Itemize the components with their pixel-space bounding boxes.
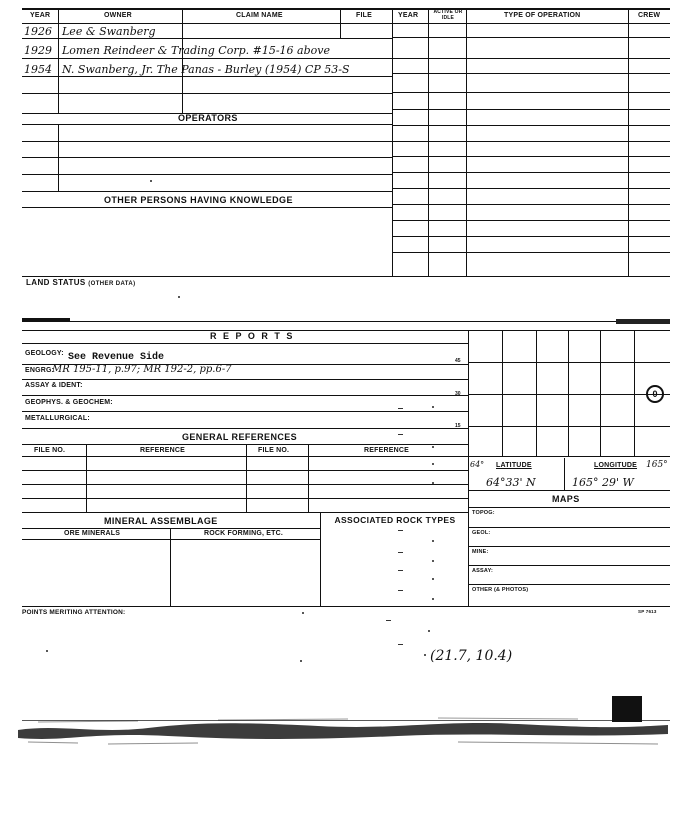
maps-geol-label: GEOL: [472, 530, 491, 536]
row-number-30: 30 [455, 391, 461, 397]
reference-header-2: REFERENCE [364, 447, 409, 454]
maps-topog-label: TOPOG: [472, 510, 495, 516]
row3-year: 1954 [24, 63, 52, 76]
mineral-assemblage-title: MINERAL ASSEMBLAGE [104, 516, 218, 526]
engrg-value: MR 195-11, p.97; MR 192-2, pp.6-7 [52, 364, 232, 375]
claim-name-header: CLAIM NAME [236, 12, 283, 19]
assay-ident-label: ASSAY & IDENT: [25, 382, 83, 389]
row-number-45: 45 [455, 358, 461, 364]
maps-mine-label: MINE: [472, 549, 489, 555]
reports-title: R E P O R T S [210, 331, 295, 341]
reference-header-1: REFERENCE [140, 447, 185, 454]
row1-entry: Lee & Swanberg [62, 25, 156, 38]
other-persons-label: OTHER PERSONS HAVING KNOWLEDGE [104, 195, 293, 205]
points-meriting-attention-label: POINTS MERITING ATTENTION: [22, 609, 126, 616]
metallurgical-label: METALLURGICAL: [25, 415, 90, 422]
longitude-label: LONGITUDE [594, 462, 638, 469]
row1-year: 1926 [24, 25, 52, 38]
file-header: FILE [356, 12, 372, 19]
ore-minerals-header: ORE MINERALS [64, 530, 121, 537]
maps-other-label: OTHER (& PHOTOS) [472, 587, 529, 593]
coordinate-note: (21.7, 10.4) [430, 648, 513, 664]
crew-header: CREW [638, 12, 661, 19]
maps-assay-label: ASSAY: [472, 568, 494, 574]
land-status-label: LAND STATUS (OTHER DATA) [26, 278, 136, 287]
owner-header: OWNER [104, 12, 132, 19]
row-number-15: 15 [455, 423, 461, 429]
file-no-header-1: FILE NO. [34, 447, 66, 454]
maps-title: MAPS [552, 494, 580, 504]
lat-prefix: 64° [470, 460, 485, 469]
active-idle-header: ACTIVE OR IDLE [433, 9, 463, 21]
longitude-suffix: 165° [646, 460, 668, 470]
associated-rock-types-title: ASSOCIATED ROCK TYPES [334, 515, 456, 525]
longitude-value: 165° 29' W [572, 476, 634, 489]
general-references-title: GENERAL REFERENCES [182, 432, 298, 442]
rock-forming-header: ROCK FORMING, ETC. [204, 530, 284, 537]
geology-label: GEOLOGY: [25, 350, 64, 357]
geology-value: See Revenue Side [68, 352, 165, 363]
latitude-value: 64°33' N [486, 476, 536, 489]
engrg-label: ENGRG: [25, 367, 55, 374]
operators-label: OPERATORS [178, 113, 238, 123]
year2-header: YEAR [398, 12, 419, 19]
type-of-operation-header: TYPE OF OPERATION [504, 12, 581, 19]
form-number: SP 7613 [638, 609, 657, 614]
row3-entry: N. Swanberg, Jr. The Panas - Burley (1954) CP 53-S [62, 63, 350, 76]
year-header: YEAR [30, 12, 51, 19]
file-no-header-2: FILE NO. [258, 447, 290, 454]
latitude-label: LATITUDE [496, 462, 532, 469]
circle-mark: 0 [646, 385, 664, 403]
row2-entry: Lomen Reindeer & Trading Corp. #15-16 above [62, 44, 330, 57]
geophys-label: GEOPHYS. & GEOCHEM: [25, 399, 113, 406]
row2-year: 1929 [24, 44, 52, 57]
